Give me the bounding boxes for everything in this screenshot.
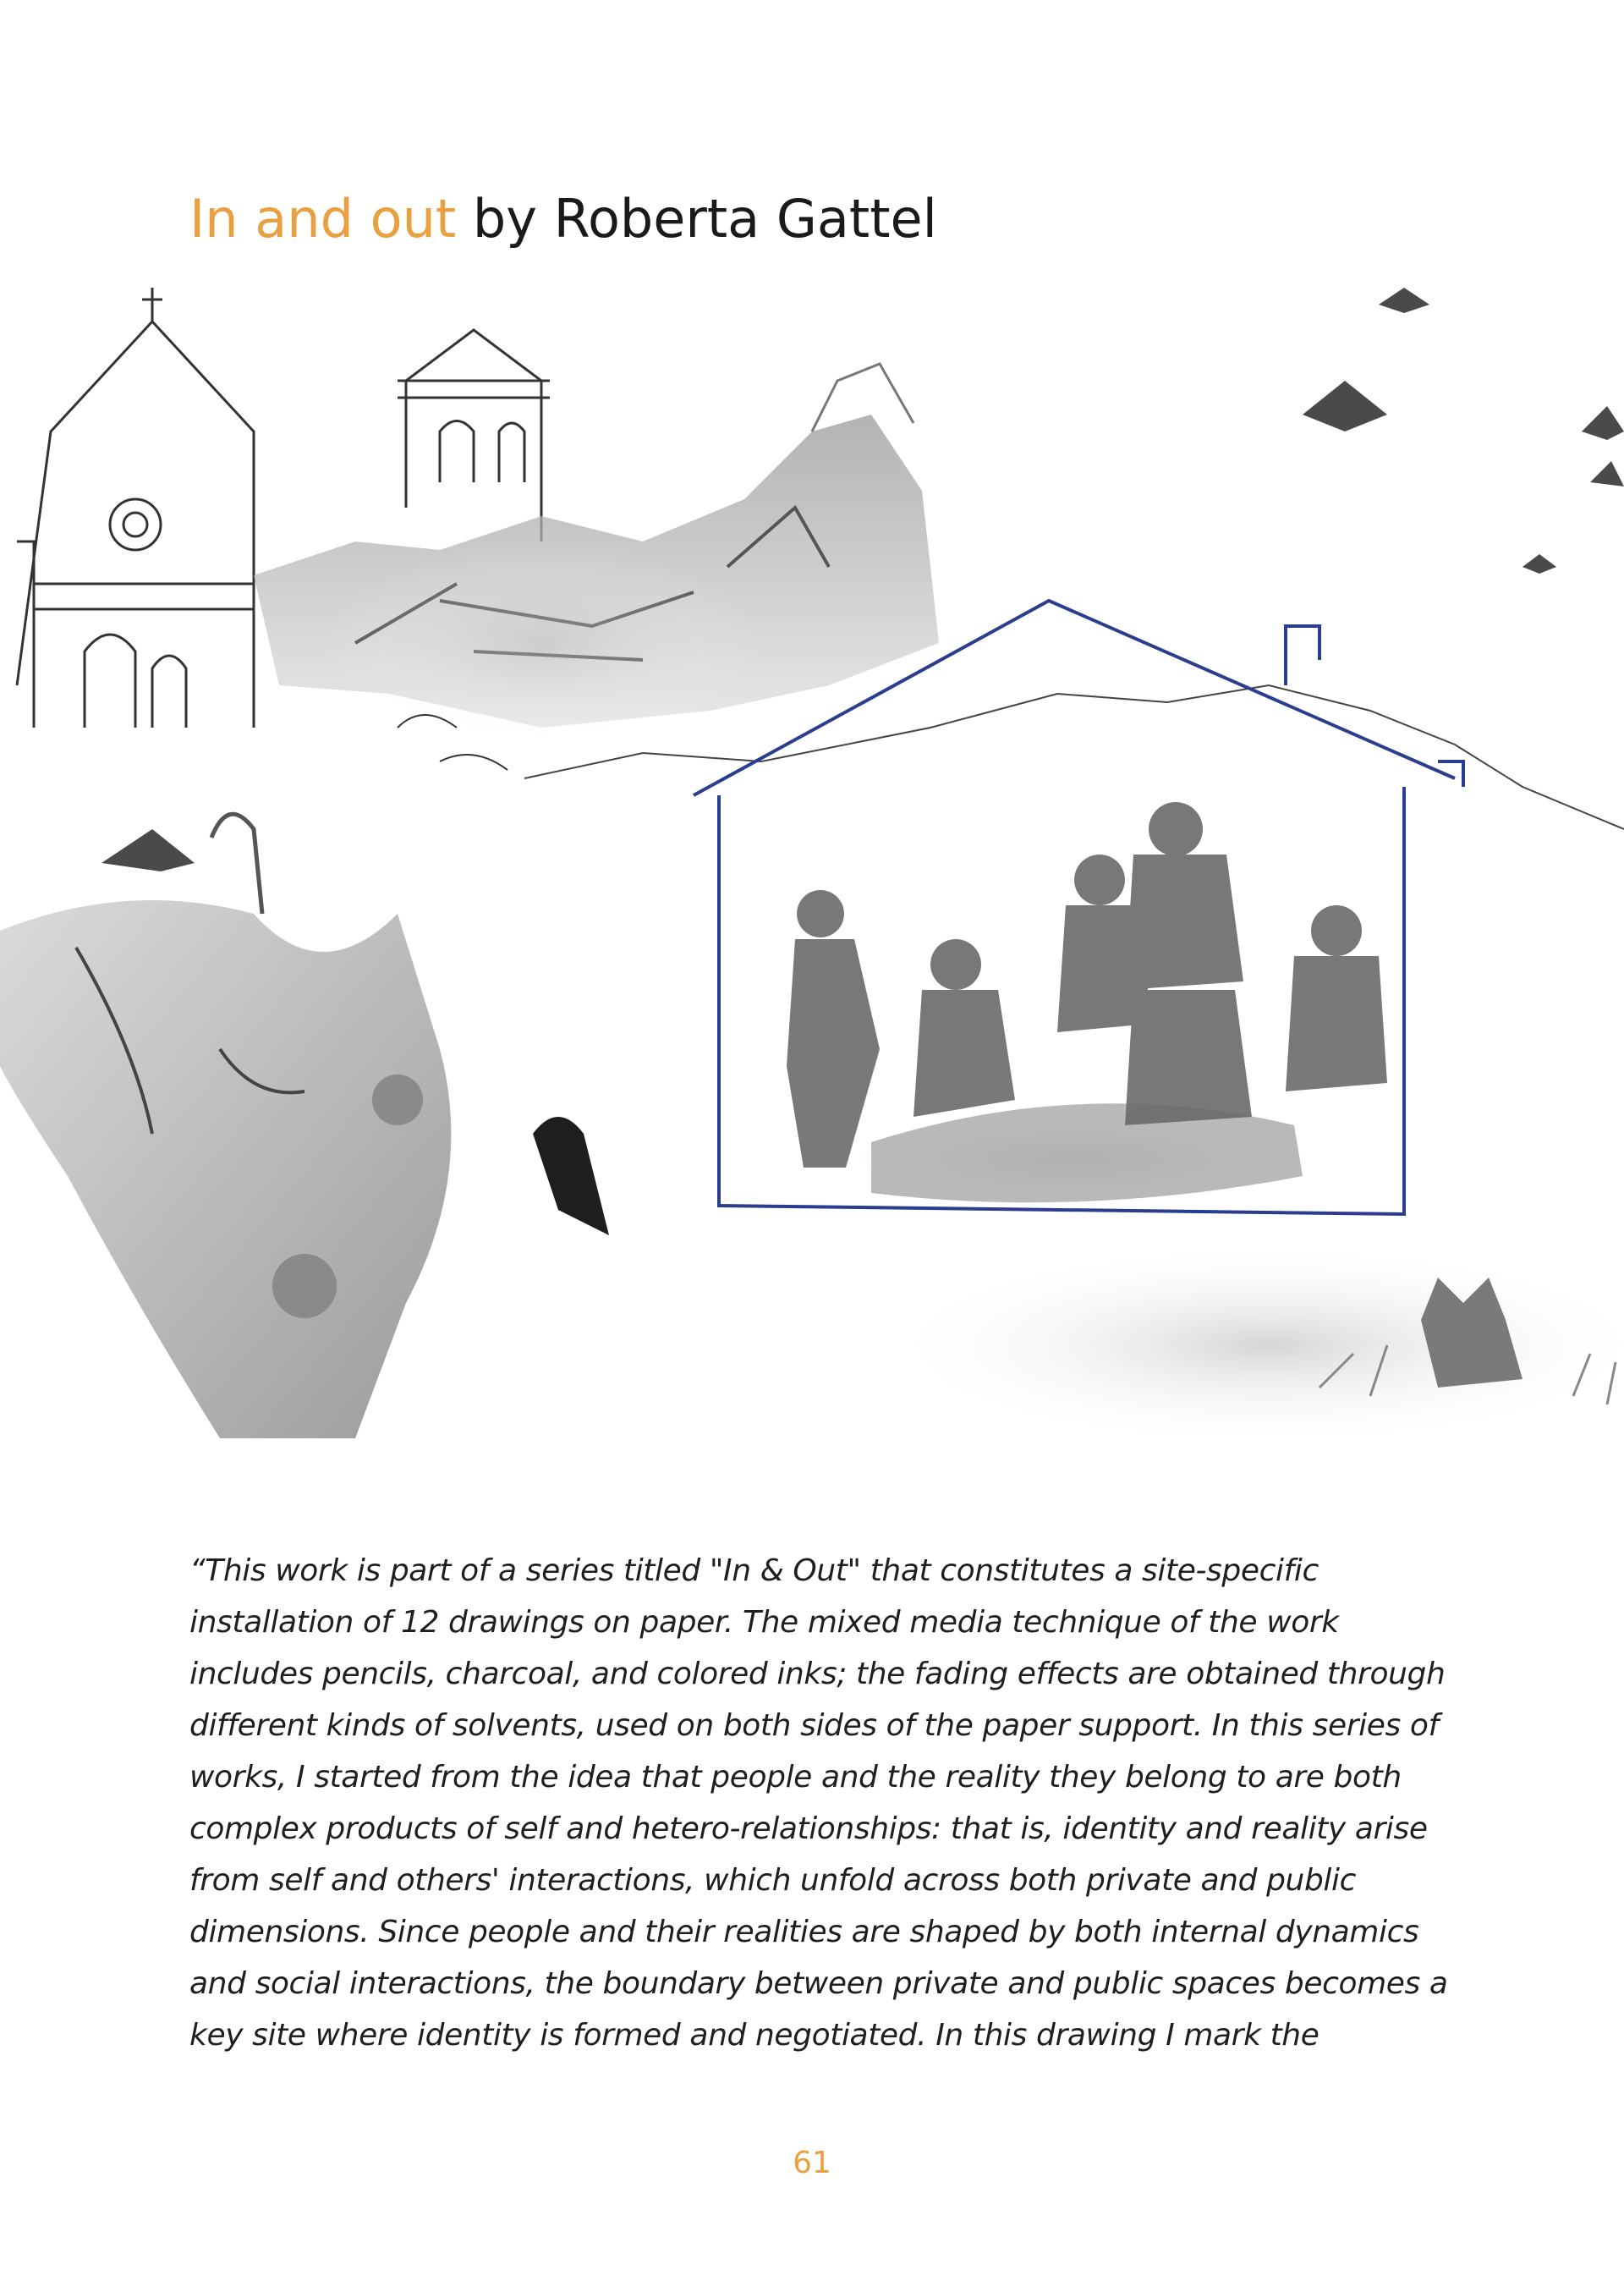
artwork-illustration xyxy=(0,288,1624,1438)
artwork-description xyxy=(189,1545,1448,2061)
page-title xyxy=(189,188,937,250)
ruins-sketch xyxy=(254,364,939,745)
church-sketch xyxy=(17,288,254,728)
figure-torso-drawing xyxy=(0,814,451,1438)
body-line: works, I started from the idea that people and the reality they belong to are both xyxy=(189,1760,1402,1795)
body-line: dimensions. Since people and their realities are shaped by both internal dynamics xyxy=(189,1915,1419,1949)
page-number: 61 xyxy=(793,2146,831,2180)
body-line: installation of 12 drawings on paper. The mixed media technique of the work xyxy=(189,1605,1339,1640)
family-group-drawing xyxy=(787,802,1387,1206)
ground-and-dog-drawing xyxy=(880,1244,1624,1438)
body-line: includes pencils, charcoal, and colored inks; the fading effects are obtained through xyxy=(189,1657,1446,1691)
title-artist: by Roberta Gattel xyxy=(456,188,937,250)
body-line: key site where identity is formed and negotiated. In this drawing I mark the xyxy=(189,2018,1320,2053)
title-artwork-name: In and out xyxy=(189,188,457,250)
bell-tower-sketch xyxy=(398,330,550,541)
body-line: and social interactions, the boundary between private and public spaces becomes a xyxy=(189,1966,1448,2001)
body-line: different kinds of solvents, used on both sides of the paper support. In this series of xyxy=(189,1708,1439,1743)
body-line: from self and others' interactions, which unfold across both private and public xyxy=(189,1863,1356,1898)
pencil-drawing-illustration-icon xyxy=(0,288,1624,1438)
body-line: “This work is part of a series titled "In & Out" that constitutes a site-specific xyxy=(189,1553,1319,1588)
body-line: complex products of self and hetero-relationships: that is, identity and reality arise xyxy=(189,1811,1428,1846)
